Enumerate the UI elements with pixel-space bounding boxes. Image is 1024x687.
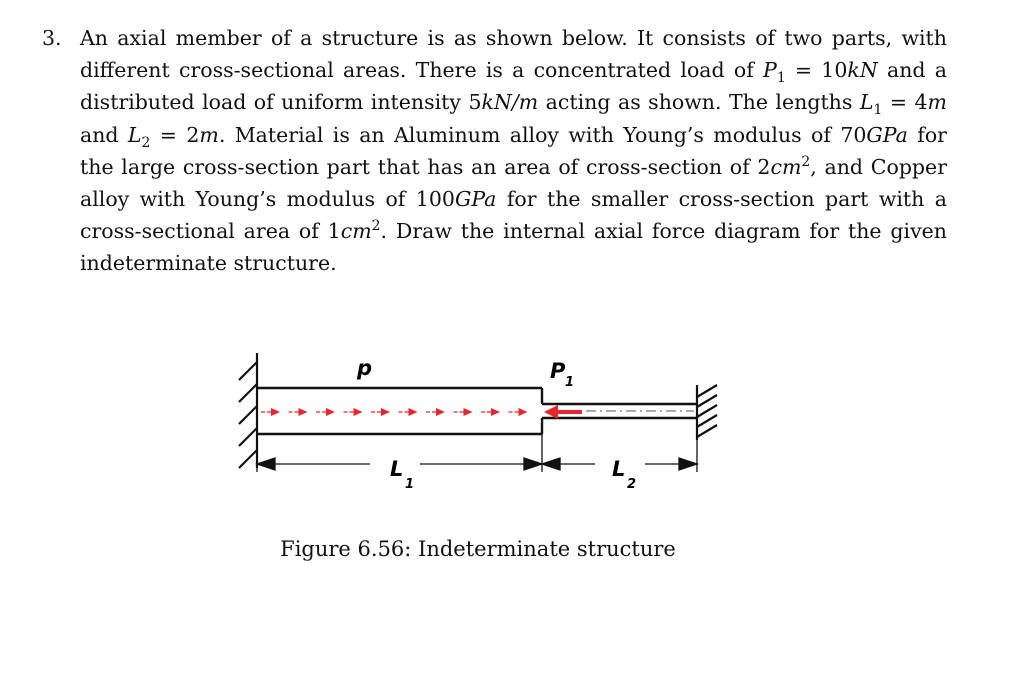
distributed-load-arrow-head bbox=[299, 408, 308, 416]
distributed-load-arrow-head bbox=[326, 408, 335, 416]
distributed-load-arrow-head bbox=[464, 408, 473, 416]
concentrated-load-label: P bbox=[550, 359, 566, 383]
concentrated-load-label-sub: 1 bbox=[565, 375, 575, 390]
axial-member-diagram bbox=[220, 348, 740, 498]
distributed-load-arrows bbox=[261, 408, 528, 416]
distributed-load-arrow-head bbox=[271, 408, 280, 416]
distributed-load-arrow-head bbox=[354, 408, 363, 416]
distributed-load-arrow-head bbox=[409, 408, 418, 416]
length-L2-label-sub: 2 bbox=[627, 477, 637, 492]
problem-text: An axial member of a structure is as shown below. It consists of two parts, with different cross-sectional areas. There is a concentrated load of $P_1 = 10kN$ and a distributed load of uniform intensity 5kN/m acting as shown. The lengths $L_1 = 4m$ and $L_2 = 2m$. Material is an Aluminum alloy with Young’s modulus of 70GPa for the large cross-section part that has an area of cross-section of $2cm^2$, and Copper alloy with Young’s modulus of 100GPa for the smaller cross-section part with a cross-sectional area of $1cm^2$. Draw the internal axial force diagram for the given indeterminate structure. bbox=[80, 26, 947, 276]
left-fixed-support bbox=[239, 353, 257, 468]
dimension-lines bbox=[257, 434, 697, 472]
distributed-load-arrow-head bbox=[491, 408, 500, 416]
right-fixed-support bbox=[697, 385, 717, 440]
length-L1-label: L bbox=[390, 457, 404, 481]
length-L2-label: L bbox=[612, 457, 626, 481]
distributed-load-label: p bbox=[357, 356, 373, 380]
length-L1-label-sub: 1 bbox=[405, 477, 415, 492]
figure-caption: Figure 6.56: Indeterminate structure bbox=[280, 537, 676, 561]
problem-number: 3. bbox=[42, 26, 62, 50]
distributed-load-arrow-head bbox=[381, 408, 390, 416]
structure-figure bbox=[220, 348, 740, 498]
problem-statement bbox=[42, 22, 947, 280]
distributed-load-arrow-head bbox=[519, 408, 528, 416]
distributed-load-arrow-head bbox=[436, 408, 445, 416]
